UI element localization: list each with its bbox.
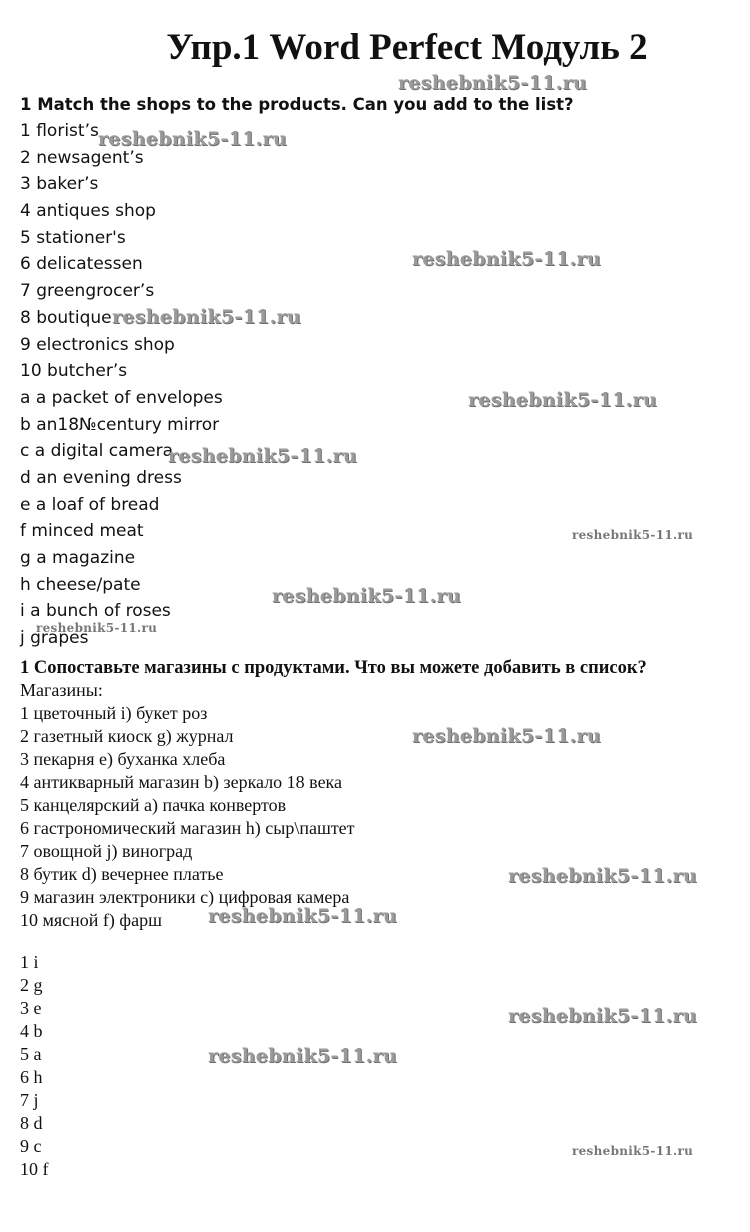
- answer-item: 8 d: [20, 1113, 43, 1133]
- watermark: reshebnik5-11.ru: [208, 905, 397, 927]
- watermark: reshebnik5-11.ru: [508, 865, 697, 887]
- answer-item: 4 b: [20, 1021, 43, 1041]
- list-item: 3 пекарня e) буханка хлеба: [20, 749, 226, 769]
- russian-task-heading: 1 Сопоставьте магазины с продуктами. Что вы можете добавить в список?: [20, 658, 647, 678]
- answer-item: 7 j: [20, 1090, 39, 1110]
- list-item: 10 мясной f) фарш: [20, 910, 162, 930]
- list-item: f minced meat: [20, 521, 144, 542]
- list-item: 9 electronics shop: [20, 334, 175, 355]
- list-item: 9 магазин электроники c) цифровая камера: [20, 887, 350, 907]
- list-item: c a digital camera: [20, 441, 173, 462]
- watermark: reshebnik5-11.ru: [412, 725, 601, 747]
- list-item: 8 бутик d) вечернее платье: [20, 864, 224, 884]
- list-item: 7 овощной j) виноград: [20, 841, 193, 861]
- answer-item: 1 i: [20, 952, 39, 972]
- list-item: h cheese/pate: [20, 574, 141, 595]
- russian-item-list: [20, 679, 355, 932]
- answer-item: 5 a: [20, 1044, 42, 1064]
- list-item: b an18№century mirror: [20, 414, 220, 435]
- watermark: reshebnik5-11.ru: [572, 528, 694, 542]
- list-item: e a loaf of bread: [20, 494, 160, 515]
- list-item: 1 цветочный i) букет роз: [20, 703, 208, 723]
- list-item: 2 газетный киоск g) журнал: [20, 726, 234, 746]
- list-item: 10 butcher’s: [20, 361, 128, 382]
- watermark: reshebnik5-11.ru: [468, 389, 657, 411]
- watermark: reshebnik5-11.ru: [398, 72, 587, 94]
- watermark: reshebnik5-11.ru: [168, 445, 357, 467]
- watermark: reshebnik5-11.ru: [208, 1045, 397, 1067]
- watermark: reshebnik5-11.ru: [36, 621, 158, 635]
- list-item: j grapes: [20, 628, 89, 649]
- answer-item: 6 h: [20, 1067, 43, 1087]
- english-item-list: [20, 118, 223, 652]
- list-item: 4 antiques shop: [20, 201, 156, 222]
- english-task-heading: 1 Match the shops to the products. Can you add to the list?: [20, 95, 574, 114]
- list-item: 6 delicatessen: [20, 254, 143, 275]
- list-item: i a bunch of roses: [20, 601, 171, 622]
- answer-item: 10 f: [20, 1159, 49, 1179]
- list-item: a a packet of envelopes: [20, 387, 223, 408]
- list-item: 3 baker’s: [20, 174, 99, 195]
- list-item: 6 гастрономический магазин h) сыр\паштет: [20, 818, 355, 838]
- watermark: reshebnik5-11.ru: [412, 248, 601, 270]
- page-title: Упр.1 Word Perfect Модуль 2: [166, 27, 648, 68]
- list-item: 1 florist’s: [20, 121, 99, 141]
- list-item: 5 канцелярский a) пачка конвертов: [20, 795, 287, 815]
- watermark: reshebnik5-11.ru: [112, 306, 301, 328]
- watermark: reshebnik5-11.ru: [572, 1144, 694, 1158]
- list-item: Магазины:: [20, 680, 103, 700]
- list-item: 5 stationer's: [20, 227, 126, 248]
- list-item: d an evening dress: [20, 467, 182, 488]
- watermark: reshebnik5-11.ru: [508, 1005, 697, 1027]
- answer-item: 2 g: [20, 975, 43, 995]
- watermark: reshebnik5-11.ru: [272, 585, 461, 607]
- answer-item: 3 e: [20, 998, 42, 1018]
- answer-list: [20, 951, 49, 1181]
- list-item: 2 newsagent’s: [20, 147, 144, 168]
- list-item: 8 boutique: [20, 307, 112, 328]
- list-item: g a magazine: [20, 548, 136, 568]
- list-item: 7 greengrocer’s: [20, 281, 155, 302]
- watermark: reshebnik5-11.ru: [98, 128, 287, 150]
- answer-item: 9 c: [20, 1136, 42, 1156]
- list-item: 4 антикварный магазин b) зеркало 18 века: [20, 772, 343, 792]
